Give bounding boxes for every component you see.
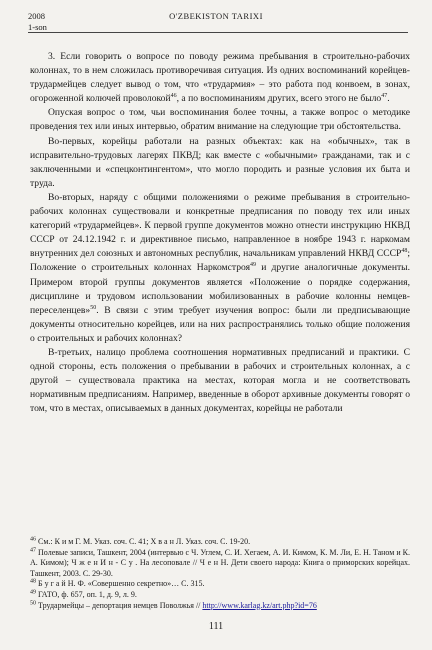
header-year: 2008 [28,11,45,21]
paragraph-text: и другие аналогичные документы. Примером второй группы документов является «Положение о порядке содержания, дисциплине и трудовом использовании мобилизованных в рабочие колонны немцев-переселенцев» [30,262,410,316]
paragraph-text: 3. Если говорить о вопросе по поводу режима пребывания в строительно-рабочих колоннах, то в нем сложилась противоречивая ситуация. Из одних воспоминаний корейцев-трудармейцев следует вывод о том, что «трудармия» – это работа под конвоем, в зонах, огороженной колючей проволокой [30,51,410,105]
paragraph-text: . [387,93,390,105]
paragraph-5: В-третьих, налицо проблема соотношения нормативных предписаний и практики. С одной стороны, есть положения о пребывании в рабочих и строительных колоннах, а с другой – существовала практика на местах, которая могла и не соответствовать нормативным предписаниям. Например, введенные в оборот архивные документы говорят о том, что в местах, описываемых в данных документах, корейцы не работали [30,346,410,415]
page-number: 111 [208,621,224,632]
paragraph-3: Во-первых, корейцы работали на разных объектах: как на «обычных», так в исправительно-трудовых лагерях ПКВД; как вместе с «обычными» гражданами, так и с заключенными и «спецконтингентом», что могло породить и разные условия их быта и труда. [30,135,410,189]
paragraph-text: ; Положение о строительных колоннах Наркомстроя [30,248,410,274]
footnote-link[interactable]: http://www.karlag.kz/art.php?id=76 [202,600,317,610]
footnote-50 [30,601,410,612]
footnote-number: 47 [30,546,36,553]
footnote-ref: 46 [170,93,177,100]
footnote-text: ГАТО, ф. 657, оп. 1, д. 9, л. 9. [38,589,137,599]
footnote-number: 46 [30,536,36,543]
footnote-text: Б у г а й Н. Ф. «Совершенно секретно»… С. 315. [38,579,205,589]
paragraph-2: Опуская вопрос о том, чьи воспоминания более точны, а также вопрос о методике проведения тех или иных интервью, обратим внимание на следующие три обстоятельства. [30,107,410,133]
footnote-ref: 47 [381,93,388,100]
footnote-text: Полевые записи, Ташкент, 2004 (интервью с Ч. Углем, С. И. Хегаем, А. И. Кимом, К. М. Ли, Е. Н. Таном и К. А. Кимом); Ч ж е н И н - С у . На лесоповале // Ч е н Н. Дети своего народа: Книга о приморских корейцах. Ташкент, 2003. С. 29-30. [30,547,411,578]
footnote-number: 48 [30,578,36,585]
footnote-46 [30,537,410,548]
footnote-ref: 50 [90,304,97,311]
footnote-49 [30,590,410,601]
footnotes [30,537,410,611]
footnote-ref: 48 [401,248,408,255]
footnote-text: См.: К и м Г. М. Указ. соч. С. 41; Х в а н Л. Указ. соч. С. 19-20. [38,537,251,546]
header-journal-title: O'ZBEKISTON TARIXI [169,11,263,21]
header-issue: 1-son [28,22,47,32]
header-divider [28,32,408,33]
footnote-number: 49 [30,589,36,596]
footnote-text: Трудармейцы – депортация немцев Поволжья // [38,600,203,610]
footnote-number: 50 [30,599,36,606]
footnote-47 [30,548,410,580]
paragraph-text: , а по воспоминаниям других, всего этого не было [176,93,382,105]
paragraph-1 [30,50,410,106]
article-body [30,50,410,416]
paragraph-4 [30,191,410,346]
footnote-48 [30,579,410,590]
footnote-ref: 49 [250,262,257,269]
paragraph-text: Во-вторых, наряду с общими положениями о режиме пребывания в строительно-рабочих колоннах существовали и конкретные предписания по поводу тех или иных категорий «трудармейцев». К первой группе документов можно отнести инструкцию НКВД СССР от 24.12.1942 г. и директивное письмо, направленное в ноябре 1943 г. наркомам внутренних дел союзных и автономных республик, начальникам управлений НКВД СССР [30,191,410,260]
paragraph-text: . В связи с этим требует изучения вопрос: были ли предписывающие документы относительно корейцев, или на них распространялись только общие положения о строительных и рабочих колоннах? [30,304,410,344]
